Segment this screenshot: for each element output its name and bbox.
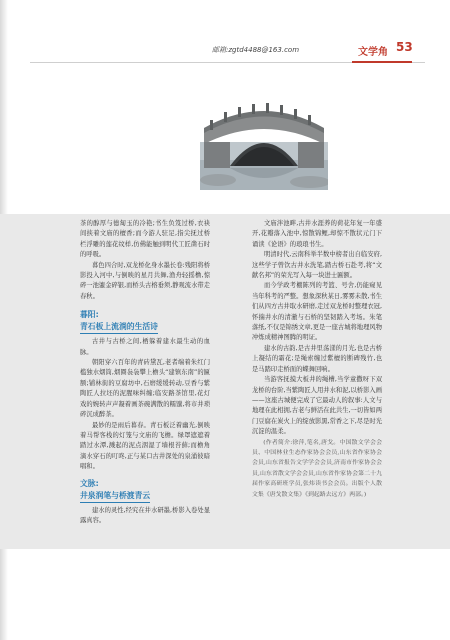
section-title: 文脉:	[80, 478, 99, 488]
stone-bridge-photo	[200, 80, 328, 190]
header-page-number: 53	[396, 40, 413, 54]
paragraph: 暮色四合时,双龙桥化身水墨长卷:残阳将桥影投入河中,与倒映的星月共舞,渔舟轻摇橹,惊碎一池鎏金碎银,而桥头古榕垂须,静观流水带走春秋。	[80, 261, 210, 300]
section-subtitle: 青石板上流淌的生活诗	[80, 321, 158, 334]
section-subtitle: 井泉润笔与桥渡青云	[80, 490, 150, 503]
header-accent-bar	[352, 61, 412, 63]
paragraph: 建水的古韵,是古井里荡漾的月光,也是古桥上凝结的霜花;是绳索缠过紫檀的断碑残竹,也是马踏印走桥面的蝶舞回响。	[252, 344, 382, 373]
paragraph: 而今学政考棚陈列的考篮、号舍,仍能窥见当年科考的严整。想象深秋某日,雾雾未散,书生们从四方古井取水研磨,走过双龙桥时整理衣冠,怀揣井水的清澈与石桥的坚韧踏入考场。朱笔落纸,不仅是锦绣文章,更是一座古城将地理风物冲炼成精神图腾的明证。	[252, 282, 382, 342]
header-column-name: 文学角	[358, 47, 388, 58]
paragraph: 明清时代,云南科举半数中榜者出自临安府,这些学子曾饮古井水洗笔,踏古桥石赴考,将“文献名邦”的荣光写入每一块进士匾额。	[252, 251, 382, 280]
paragraph: 古井与古桥之间,栖躲着建水最生动的血脉。	[80, 338, 210, 356]
header-email: 邮箱:zgtd4488@163.com	[212, 46, 300, 54]
paragraph: 最妙的是雨后暮春。青石板泛着幽光,倒映着马帮客栈的灯笼与文庙的飞檐。绿罩遮遮着踏过水潭,溅起的泥点洇湿了墙根苔藓;而檐角滴水穿石的叮咚,正与某口古井深处的泉涌彼暗唱和。	[80, 421, 210, 471]
author-bio: (作者简介:徐萍,笔名,唐戈。中国散文学会会员、中国林业生态作家协会会员,山东省作家协会会员,山东省报告文学学会会员,济南市作家协会会员,山东省散文学会会员,山东省作家协会第二十九届作家高研班学员,张炜读书会会员。出版个人散文集《唐戈散文集》《到起路去远方》两部。)	[252, 439, 382, 498]
paragraph: 茶的醇厚与德匐玉的冷艳;书生负笈过桥,衣袂间挟着文庙的檀香;而今游人驻足,指尖抚过桥栏浮雕的莲花纹样,仿佛能触到明代工匠凿石时的呼吸。	[80, 220, 210, 259]
section-title: 暮阳:	[80, 310, 99, 320]
stone-bridge-illustration	[200, 80, 328, 190]
page-header	[0, 40, 450, 60]
paragraph: 建水的灵性,经究在井水研墨,桥影入卷处显露真容。	[80, 506, 210, 524]
paragraph: 朝阳穿六百年的青砖黛瓦,老者端着朱红门槛独水烟筒,烟圈袅袅攀上檐头“建镇东南”的匾额;铺林街的豆腐坊中,石磨缓缓转动,豆香与紫陶匠人拉坯的泥腥味纠缠;临安路茶馆里,花灯戏的婉转声声凝着画茶碗满散的糯馕,将市井琐碎沉成醉茶。	[80, 359, 210, 419]
paragraph: 文庙泮池畔,古井水涯养的荷花年复一年盛开,花瓣落入池中,惊散锦鲤,却惊不散状元门下诵读《论语》的琅琅书生。	[252, 220, 382, 248]
right-column	[252, 219, 382, 500]
left-column	[80, 219, 210, 526]
article-text-band	[0, 214, 450, 549]
paragraph: 当游客抚摸大板井的绳槽,当学童撒呀下双龙桥的台阶,当紫陶匠人用井水和泥,以桥影入画——这座古城便完成了它最动人的叙事:人文与地理在此相拥,古老与鲜活在此共生,一切皆如两门豆腐在炭火上的绽放影黑,常香之下,尽是时光沉淀的温柔。	[252, 376, 382, 436]
